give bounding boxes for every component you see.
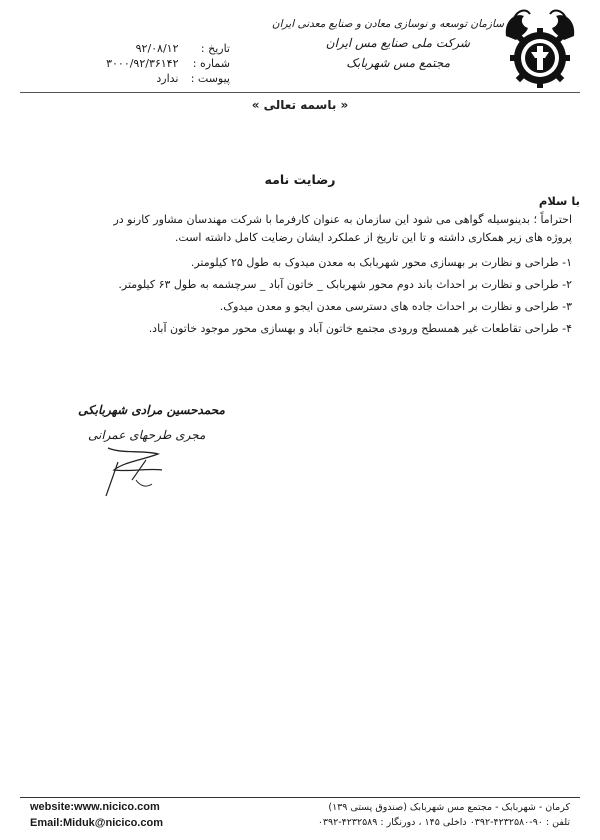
paragraph-line-1: احتراماً ؛ بدینوسیله گواهی می شود این سازمان به عنوان کارفرما با شرکت مهندسان مشاور کارنو در xyxy=(113,213,572,226)
footer-email: Email:Miduk@nicico.com xyxy=(30,817,163,829)
attachment-row xyxy=(60,72,230,85)
project-item: ۳- طراحی و نظارت بر احداث جاده های دسترسی معدن ایجو و معدن میدوک. xyxy=(219,300,572,313)
footer-phone: تلفن : ۹۰-۴۲۳۲۵۸۰-۰۳۹۲ داخلی ۱۴۵ ، دورنگار : ۴۲۳۲۵۸۹-۰۳۹۲ xyxy=(317,817,570,828)
org-parent-name: سازمان توسعه و نوسازی معادن و صنایع معدنی ایران xyxy=(271,18,504,30)
document-title: رضایت نامه xyxy=(264,172,336,187)
footer-address: کرمان - شهربابک - مجتمع مس شهربابک (صندوق پستی ۱۳۹) xyxy=(328,802,570,813)
footer-website: website:www.nicico.com xyxy=(30,801,160,813)
attachment-label: پیوست : xyxy=(190,72,230,85)
greeting: با سلام xyxy=(538,194,580,208)
org-company-name: شرکت ملی صنایع مس ایران xyxy=(325,36,470,50)
nicico-emblem-icon xyxy=(500,6,580,90)
date-row xyxy=(60,42,230,55)
signatory-name: محمدحسین مرادی شهربابکی xyxy=(78,403,225,417)
attachment-value: ندارد xyxy=(156,72,179,85)
org-site-name: مجتمع مس شهربابک xyxy=(346,56,450,70)
invocation: « باسمه تعالی » xyxy=(251,98,349,112)
number-value: ۳۰۰۰/۹۲/۳۶۱۴۲ xyxy=(106,57,179,70)
date-value: ۹۲/۰۸/۱۲ xyxy=(135,42,179,55)
header-divider xyxy=(20,92,580,93)
paragraph-line-2: پروژه های زیر همکاری داشته و تا این تاریخ از عملکرد ایشان رضایت کامل داشته است. xyxy=(174,231,572,244)
number-label: شماره : xyxy=(192,57,230,70)
handwritten-signature-icon xyxy=(96,440,186,500)
footer-divider xyxy=(20,797,580,798)
date-label: تاریخ : xyxy=(200,42,230,55)
signatory-role: مجری طرحهای عمرانی xyxy=(88,428,206,442)
number-row xyxy=(60,57,230,70)
project-item: ۴- طراحی تقاطعات غیر همسطح ورودی مجتمع خاتون آباد و بهسازی محور موجود خاتون آباد. xyxy=(148,322,572,335)
project-item: ۲- طراحی و نظارت بر احداث باند دوم محور شهربابک _ خاتون آباد _ سرچشمه به طول ۶۳ کیلومتر. xyxy=(118,278,572,291)
project-item: ۱- طراحی و نظارت بر بهسازی محور شهربابک به معدن میدوک به طول ۲۵ کیلومتر. xyxy=(190,256,572,269)
